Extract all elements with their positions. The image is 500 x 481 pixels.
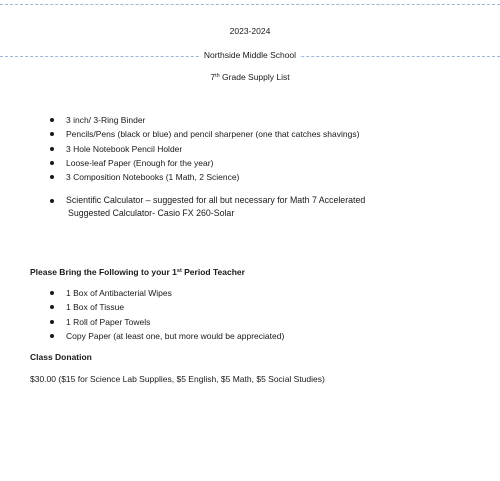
list-item (50, 170, 359, 184)
first-period-heading-text: Please Bring the Following to your 1 (30, 267, 177, 277)
first-period-list (50, 286, 284, 343)
school-name (0, 50, 500, 61)
supply-list (50, 113, 359, 184)
bullet-icon (50, 320, 54, 324)
list-item (50, 315, 284, 329)
list-item (50, 156, 359, 170)
ordinal-suffix: st (176, 268, 182, 274)
first-period-heading (30, 267, 245, 277)
list-item-text: 3 Composition Notebooks (1 Math, 2 Science) (66, 172, 240, 183)
first-period-heading-rest: Period Teacher (181, 267, 245, 277)
list-item-text: Copy Paper (at least one, but more would be appreciated) (66, 330, 285, 341)
list-item-text: 1 Box of Antibacterial Wipes (66, 288, 172, 298)
calculator-suggestion: Suggested Calculator- Casio FX 260-Solar (68, 208, 235, 218)
school-year: 2023-2024 (229, 26, 271, 36)
list-item-text: 1 Box of Tissue (66, 302, 125, 313)
class-donation-text: $30.00 ($15 for Science Lab Supplies, $5 English, $5 Math, $5 Social Studies) (30, 374, 325, 384)
bullet-icon (50, 118, 54, 122)
grade-suffix: th (215, 73, 220, 79)
list-item (50, 286, 284, 300)
list-title-text: Grade Supply List (219, 72, 290, 82)
list-item (50, 300, 284, 314)
bullet-icon (50, 305, 54, 309)
bullet-icon (50, 199, 54, 203)
list-item-text: 3 Hole Notebook Pencil Holder (66, 143, 183, 154)
grade-number: 7 (210, 72, 216, 82)
calculator-requirement: Scientific Calculator – suggested for all but necessary for Math 7 Accelerated (66, 195, 366, 205)
list-item-text: 3 inch/ 3-Ring Binder (66, 115, 146, 125)
list-item (50, 329, 284, 343)
bullet-icon (50, 147, 54, 151)
bullet-icon (50, 161, 54, 165)
top-divider (0, 4, 500, 5)
bullet-icon (50, 175, 54, 179)
bullet-icon (50, 291, 54, 295)
list-item-text: Pencils/Pens (black or blue) and pencil sharpener (one that catches shavings) (66, 129, 360, 140)
list-item-text: Loose-leaf Paper (Enough for the year) (66, 157, 214, 168)
class-donation-heading: Class Donation (30, 352, 92, 362)
school-name-text: Northside Middle School (201, 50, 299, 60)
calculator-item (50, 194, 365, 220)
list-title (0, 71, 500, 83)
list-item (50, 127, 359, 141)
bullet-icon (50, 334, 54, 338)
list-item (50, 113, 359, 127)
bullet-icon (50, 132, 54, 136)
list-item-text: 1 Roll of Paper Towels (66, 316, 151, 327)
list-item (50, 142, 359, 156)
